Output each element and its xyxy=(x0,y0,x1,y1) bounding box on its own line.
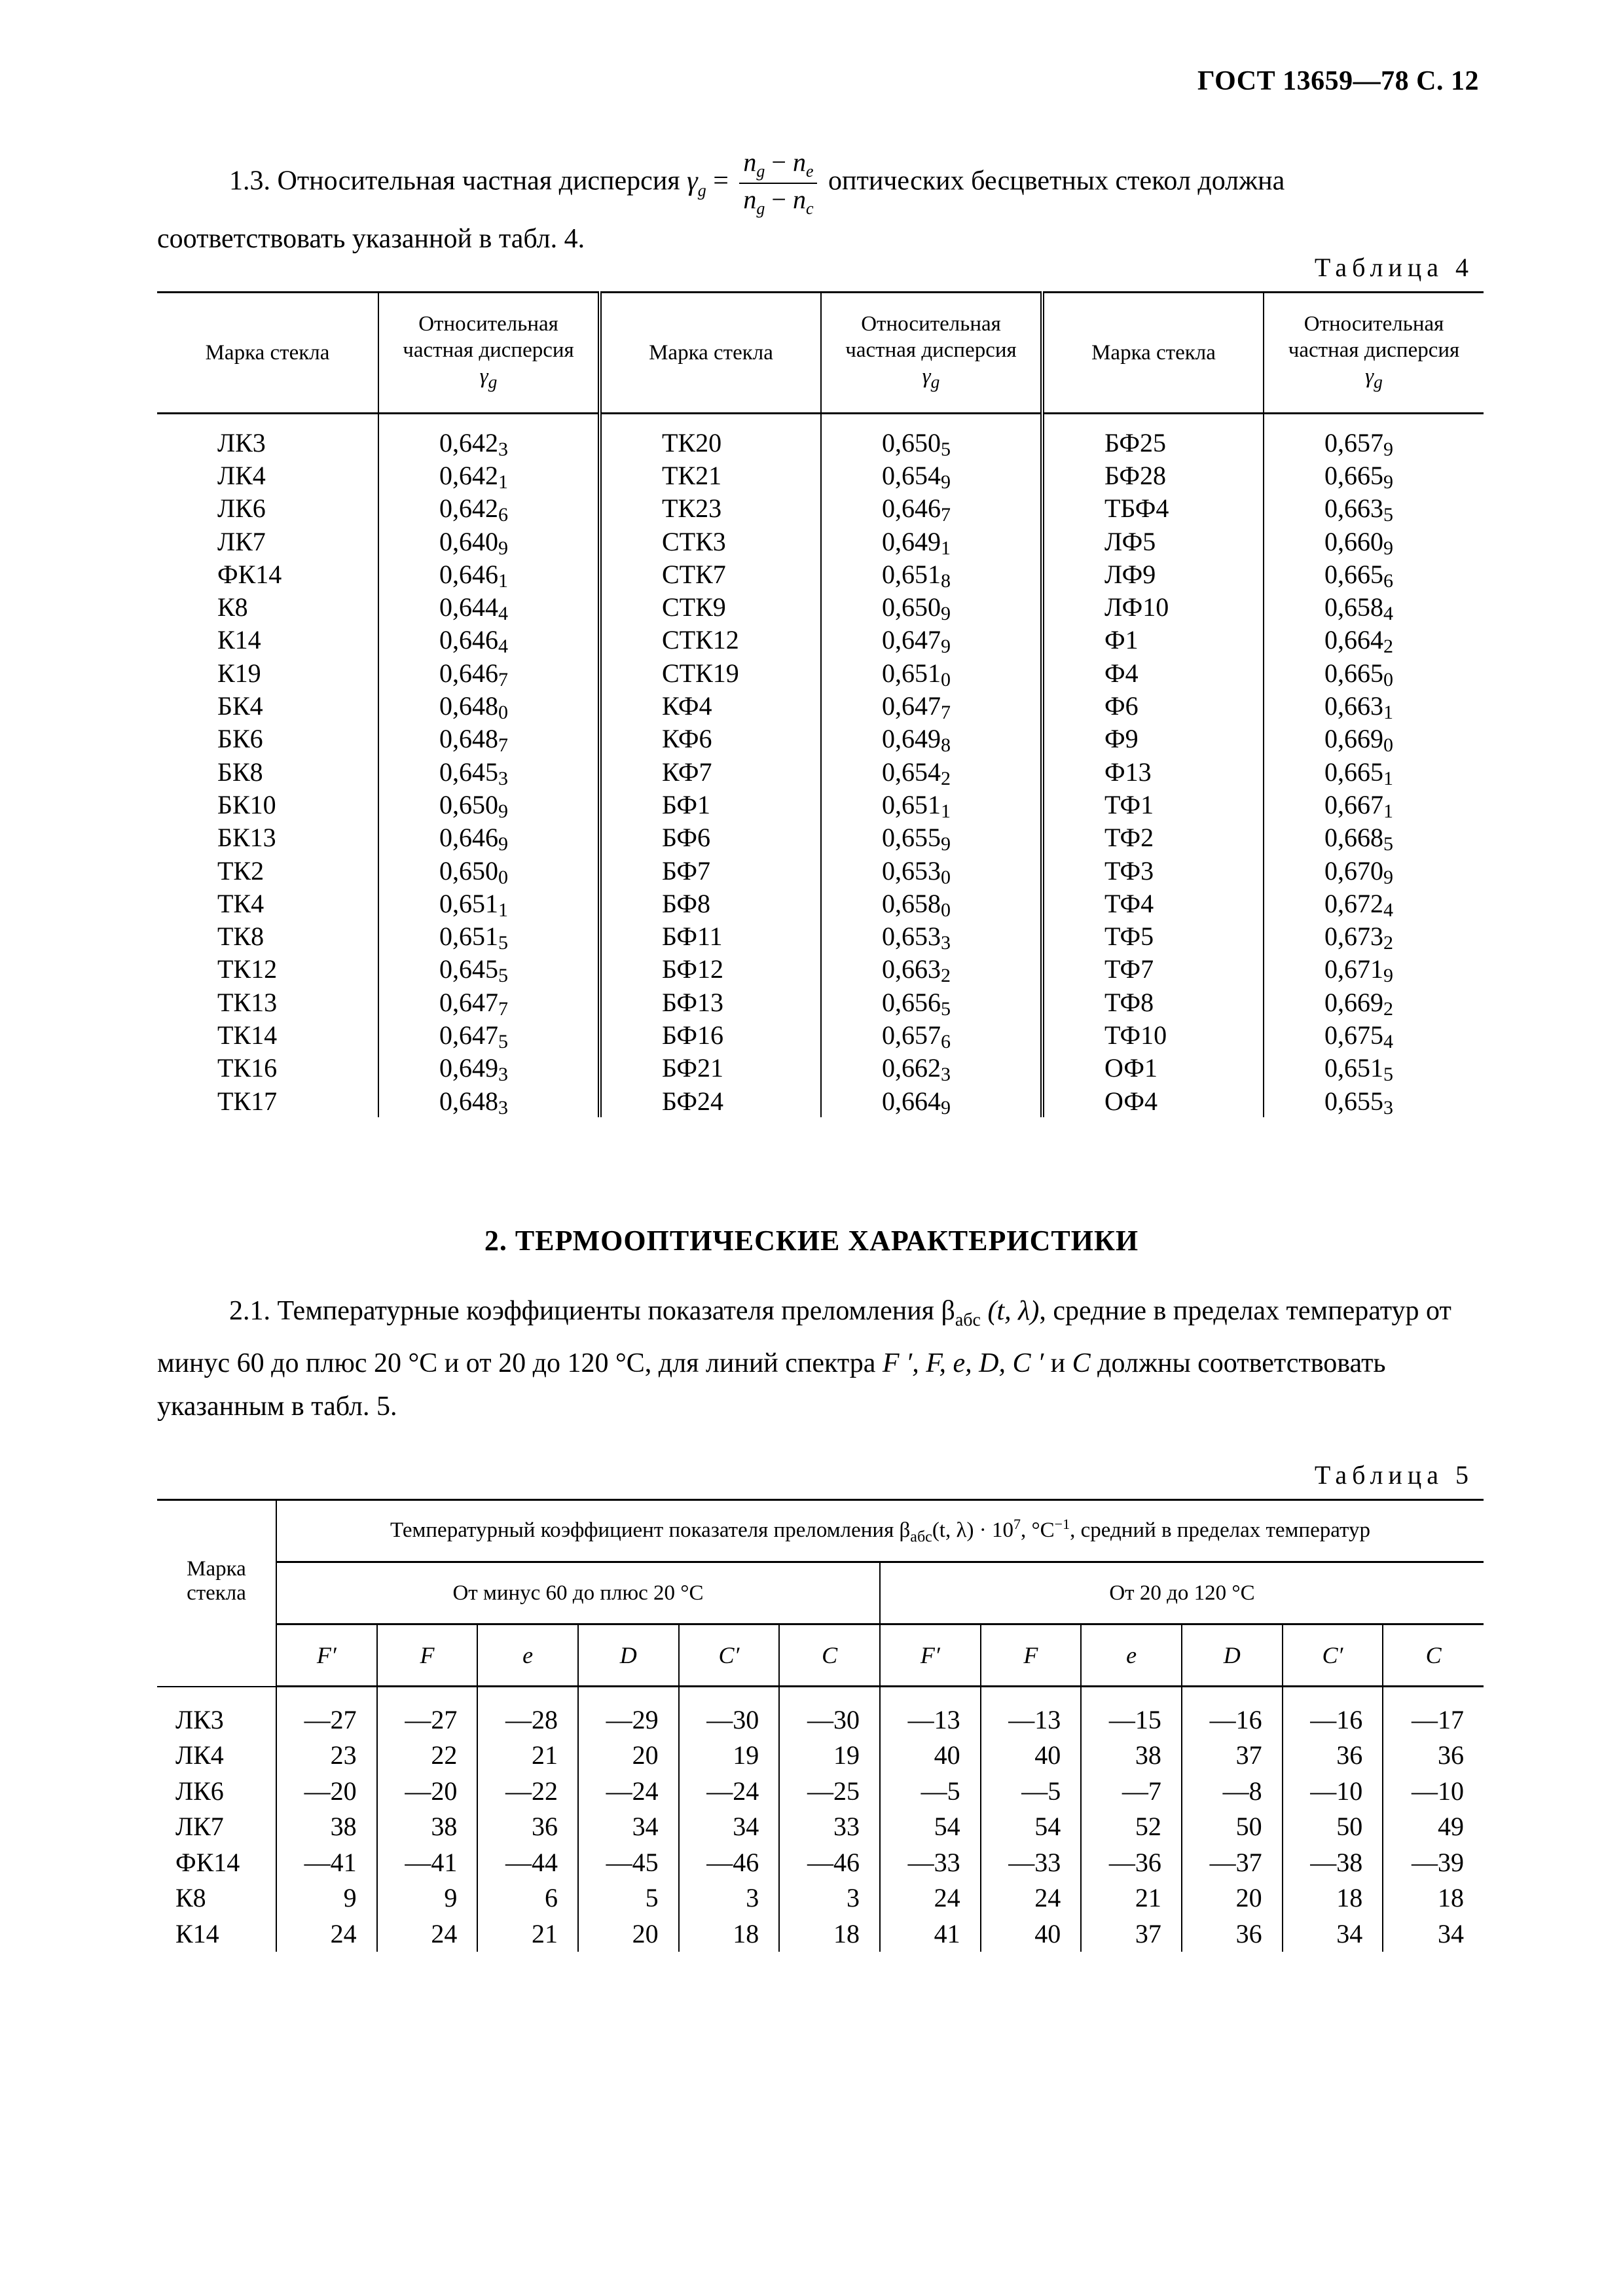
dispersion-value-cell: $0,651_0$ xyxy=(821,656,1042,689)
glass-mark-cell: ТК17 xyxy=(157,1085,378,1117)
glass-mark-cell: БФ25 xyxy=(1042,414,1264,459)
beta-subscript: абс xyxy=(955,1310,981,1331)
dispersion-value-cell: $0,653_3$ xyxy=(821,920,1042,952)
dispersion-value-cell: $0,646_4$ xyxy=(378,624,600,656)
coefficient-cell: 19 xyxy=(679,1738,780,1774)
glass-mark-cell: Ф1 xyxy=(1042,624,1264,656)
table-row xyxy=(157,1880,1484,1916)
paragraph-text: Относительная частная дисперсия xyxy=(277,166,680,196)
coefficient-cell: 37 xyxy=(1182,1738,1283,1774)
coefficient-cell: 36 xyxy=(1182,1916,1283,1952)
coefficient-cell: 38 xyxy=(1081,1738,1182,1774)
table-row xyxy=(157,1809,1484,1845)
table-row xyxy=(157,1052,1484,1085)
dispersion-value-cell: $0,665_6$ xyxy=(1324,559,1393,592)
glass-mark-cell: БК4 xyxy=(157,689,378,722)
coefficient-cell: 9 xyxy=(276,1880,377,1916)
coefficient-cell: 18 xyxy=(1383,1880,1484,1916)
coefficient-cell: —7 xyxy=(1081,1773,1182,1809)
coefficient-cell: 41 xyxy=(880,1916,981,1952)
table-row xyxy=(157,887,1484,920)
glass-mark-cell: К8 xyxy=(175,1883,206,1913)
dispersion-value-cell: $0,658_4$ xyxy=(1324,592,1393,625)
glass-mark-cell: БФ28 xyxy=(1042,459,1264,492)
dispersion-value-cell: $0,667_1$ xyxy=(1324,789,1393,822)
glass-mark-cell: БФ12 xyxy=(600,953,821,986)
col-header-spectral-line: C′ xyxy=(1283,1624,1383,1687)
glass-mark-cell: СТК19 xyxy=(600,656,821,689)
col-header-mark: Марка стекла xyxy=(157,293,378,414)
dispersion-value-cell: $0,672_4$ xyxy=(1324,888,1393,921)
glass-mark-cell: ТФ10 xyxy=(1042,1018,1264,1051)
dispersion-value-cell: $0,654_2$ xyxy=(821,755,1042,788)
coefficient-cell: 24 xyxy=(981,1880,1082,1916)
beta-args: (t, λ) xyxy=(987,1296,1040,1326)
col-header-range-2: От 20 до 120 °С xyxy=(880,1562,1484,1624)
coefficient-cell: 34 xyxy=(1383,1916,1484,1952)
equals-sign: = xyxy=(713,166,729,196)
glass-mark-cell: ТФ3 xyxy=(1042,854,1264,887)
coefficient-cell: —27 xyxy=(276,1687,377,1738)
col-header-mark: Марка стекла xyxy=(157,1500,276,1687)
glass-mark-cell: КФ4 xyxy=(600,689,821,722)
dispersion-value-cell: $0,642_1$ xyxy=(378,459,600,492)
glass-mark-cell: ЛК7 xyxy=(175,1812,224,1842)
conjunction: и xyxy=(1050,1348,1066,1379)
table-row xyxy=(157,414,1484,459)
dispersion-value-cell: $0,648_3$ xyxy=(378,1085,600,1117)
dispersion-value-cell: $0,642_6$ xyxy=(378,492,600,525)
glass-mark-cell: ТФ4 xyxy=(1042,887,1264,920)
table-row xyxy=(157,755,1484,788)
dispersion-value-cell: $0,646_1$ xyxy=(378,558,600,590)
coefficient-cell: 54 xyxy=(880,1809,981,1845)
table-4-caption: Таблица 4 xyxy=(1314,253,1474,282)
glass-mark-cell: БК13 xyxy=(157,821,378,854)
dispersion-value-cell: $0,662_3$ xyxy=(821,1052,1042,1085)
table-row xyxy=(157,1916,1484,1952)
dispersion-value-cell: $0,646_7$ xyxy=(378,656,600,689)
dispersion-fraction xyxy=(739,149,817,217)
paragraph-text: Температурные коэффициенты показателя преломления β xyxy=(277,1296,955,1326)
dispersion-value-cell: $0,646_7$ xyxy=(821,492,1042,525)
dispersion-value-cell: $0,665_9$ xyxy=(1324,460,1393,493)
coefficient-cell: 50 xyxy=(1283,1809,1383,1845)
coefficient-cell: —30 xyxy=(679,1687,780,1738)
coefficient-cell: 40 xyxy=(981,1738,1082,1774)
glass-mark-cell: СТК9 xyxy=(600,590,821,623)
coefficient-cell: —33 xyxy=(981,1844,1082,1880)
glass-mark-cell: ТК21 xyxy=(600,459,821,492)
col-header-coefficient: Температурный коэффициент показателя преломления $\beta_{абс}(t$, $\lambda) \cdot 10^7$, $^\circ С^{-1}$, средний в пределах температур xyxy=(276,1500,1484,1562)
coefficient-cell: 21 xyxy=(477,1738,578,1774)
coefficient-cell: 34 xyxy=(578,1809,679,1845)
coefficient-cell: 6 xyxy=(477,1880,578,1916)
table-row xyxy=(157,788,1484,821)
col-header-spectral-line: e xyxy=(477,1624,578,1687)
table-4-header-row xyxy=(157,293,1484,414)
dispersion-value-cell: $0,650_0$ xyxy=(378,854,600,887)
dispersion-value-cell: $0,646_9$ xyxy=(378,821,600,854)
dispersion-value-cell: $0,647_7$ xyxy=(378,986,600,1018)
dispersion-value-cell: $0,650_5$ xyxy=(821,414,1042,459)
table-row xyxy=(157,723,1484,755)
glass-mark-cell: ТФ7 xyxy=(1042,953,1264,986)
coefficient-cell: 20 xyxy=(578,1916,679,1952)
table-row xyxy=(157,986,1484,1018)
coefficient-cell: 54 xyxy=(981,1809,1082,1845)
coefficient-cell: —38 xyxy=(1283,1844,1383,1880)
dispersion-value-cell: $0,651_5$ xyxy=(378,920,600,952)
coefficient-cell: 19 xyxy=(779,1738,880,1774)
col-header-spectral-line: C xyxy=(1383,1624,1484,1687)
table-row xyxy=(157,1844,1484,1880)
col-header-dispersion: Относительная частная дисперсия $\gamma_g$ xyxy=(378,293,600,414)
glass-mark-cell: БК10 xyxy=(157,788,378,821)
dispersion-value-cell: $0,671_9$ xyxy=(1324,954,1393,987)
glass-mark-cell: ТФ1 xyxy=(1042,788,1264,821)
table-row xyxy=(157,656,1484,689)
dispersion-value-cell: $0,650_9$ xyxy=(821,590,1042,623)
coefficient-cell: 24 xyxy=(880,1880,981,1916)
glass-mark-cell: ЛК4 xyxy=(157,459,378,492)
coefficient-cell: —5 xyxy=(981,1773,1082,1809)
glass-mark-cell: БФ6 xyxy=(600,821,821,854)
glass-mark-cell: БФ7 xyxy=(600,854,821,887)
coefficient-cell: 18 xyxy=(679,1916,780,1952)
coefficient-cell: —17 xyxy=(1383,1687,1484,1738)
table-row xyxy=(157,590,1484,623)
dispersion-value-cell: $0,656_5$ xyxy=(821,986,1042,1018)
coefficient-cell: —29 xyxy=(578,1687,679,1738)
spectral-lines: F ′, F, e, D, C ′ xyxy=(882,1348,1044,1379)
dispersion-value-cell: $0,670_9$ xyxy=(1324,855,1393,888)
col-header-range-1: От минус 60 до плюс 20 °С xyxy=(276,1562,880,1624)
table-row xyxy=(157,920,1484,952)
dispersion-value-cell: $0,668_5$ xyxy=(1324,823,1393,855)
coefficient-cell: 24 xyxy=(377,1916,478,1952)
glass-mark-cell: БК6 xyxy=(157,723,378,755)
dispersion-value-cell: $0,648_7$ xyxy=(378,723,600,755)
section-2-title: 2. ТЕРМООПТИЧЕСКИЕ ХАРАКТЕРИСТИКИ xyxy=(484,1225,1139,1257)
col-header-dispersion: Относительная частная дисперсия $\gamma_g$ xyxy=(1264,293,1484,414)
glass-mark-cell: ТК8 xyxy=(157,920,378,952)
coefficient-cell: —28 xyxy=(477,1687,578,1738)
col-header-spectral-line: C′ xyxy=(679,1624,780,1687)
dispersion-value-cell: $0,669_0$ xyxy=(1324,724,1393,757)
coefficient-cell: —20 xyxy=(276,1773,377,1809)
coefficient-cell: 52 xyxy=(1081,1809,1182,1845)
glass-mark-cell: БФ1 xyxy=(600,788,821,821)
dispersion-value-cell: $0,649_3$ xyxy=(378,1052,600,1085)
coefficient-cell: —33 xyxy=(880,1844,981,1880)
dispersion-value-cell: $0,675_4$ xyxy=(1324,1020,1393,1052)
dispersion-value-cell: $0,663_5$ xyxy=(1324,493,1393,526)
coefficient-cell: 36 xyxy=(1383,1738,1484,1774)
coefficient-cell: —46 xyxy=(679,1844,780,1880)
page-header: ГОСТ 13659—78 С. 12 xyxy=(1197,66,1479,96)
glass-mark-cell: К19 xyxy=(157,656,378,689)
coefficient-cell: 36 xyxy=(477,1809,578,1845)
coefficient-cell: —37 xyxy=(1182,1844,1283,1880)
coefficient-cell: —41 xyxy=(377,1844,478,1880)
table-row xyxy=(157,459,1484,492)
glass-mark-cell: ЛК3 xyxy=(175,1704,224,1734)
coefficient-cell: —27 xyxy=(377,1687,478,1738)
table-5-header-row-1 xyxy=(157,1500,1484,1562)
coefficient-cell: 36 xyxy=(1283,1738,1383,1774)
table-5-header-row-2 xyxy=(157,1562,1484,1624)
paragraph-text-end: оптических бесцветных стекол должна соответствовать указанной в табл. 4. xyxy=(157,166,1285,254)
col-header-spectral-line: D xyxy=(1182,1624,1283,1687)
paragraph-text-2: , средние в пределах температур от минус 60 до плюс 20 °С и от 20 до 120 °С, для линий спектра xyxy=(157,1296,1451,1379)
glass-mark-cell: ЛФ9 xyxy=(1042,558,1264,590)
coefficient-cell: 5 xyxy=(578,1880,679,1916)
table-row xyxy=(157,953,1484,986)
coefficient-cell: —10 xyxy=(1283,1773,1383,1809)
coefficient-cell: 23 xyxy=(276,1738,377,1774)
col-header-spectral-line: C xyxy=(779,1624,880,1687)
table-row xyxy=(157,689,1484,722)
glass-mark-cell: ЛК6 xyxy=(175,1776,224,1806)
coefficient-cell: 21 xyxy=(477,1916,578,1952)
glass-mark-cell: ТК16 xyxy=(157,1052,378,1085)
coefficient-cell: —13 xyxy=(981,1687,1082,1738)
glass-mark-cell: ЛК4 xyxy=(175,1740,224,1770)
glass-mark-cell: ТК13 xyxy=(157,986,378,1018)
glass-mark-cell: ЛФ5 xyxy=(1042,525,1264,558)
coefficient-cell: —46 xyxy=(779,1844,880,1880)
dispersion-value-cell: $0,657_6$ xyxy=(821,1018,1042,1051)
spectral-line-c: C xyxy=(1072,1348,1091,1379)
table-row xyxy=(157,558,1484,590)
coefficient-cell: 34 xyxy=(679,1809,780,1845)
glass-mark-cell: К14 xyxy=(157,624,378,656)
dispersion-value-cell: $0,647_9$ xyxy=(821,624,1042,656)
coefficient-cell: —8 xyxy=(1182,1773,1283,1809)
coefficient-cell: 50 xyxy=(1182,1809,1283,1845)
dispersion-value-cell: $0,640_9$ xyxy=(378,525,600,558)
table-row xyxy=(157,1085,1484,1117)
coefficient-cell: 24 xyxy=(276,1916,377,1952)
dispersion-value-cell: $0,654_9$ xyxy=(821,459,1042,492)
coefficient-cell: 21 xyxy=(1081,1880,1182,1916)
dispersion-value-cell: $0,663_2$ xyxy=(821,953,1042,986)
coefficient-cell: 37 xyxy=(1081,1916,1182,1952)
coefficient-cell: —16 xyxy=(1182,1687,1283,1738)
dispersion-value-cell: $0,651_5$ xyxy=(1324,1053,1393,1086)
glass-mark-cell: БФ16 xyxy=(600,1018,821,1051)
dispersion-value-cell: $0,660_9$ xyxy=(1324,526,1393,559)
paragraph-number: 2.1. xyxy=(229,1296,270,1326)
coefficient-cell: 34 xyxy=(1283,1916,1383,1952)
glass-mark-cell: К8 xyxy=(157,590,378,623)
glass-mark-cell: ТК20 xyxy=(600,414,821,459)
table-row xyxy=(157,1687,1484,1738)
coefficient-cell: —13 xyxy=(880,1687,981,1738)
glass-mark-cell: Ф9 xyxy=(1042,723,1264,755)
dispersion-value-cell: $0,647_5$ xyxy=(378,1018,600,1051)
table-5-caption: Таблица 5 xyxy=(1314,1460,1474,1490)
glass-mark-cell: ТФ5 xyxy=(1042,920,1264,952)
coefficient-cell: —16 xyxy=(1283,1687,1383,1738)
glass-mark-cell: ФК14 xyxy=(157,558,378,590)
coefficient-cell: 18 xyxy=(779,1916,880,1952)
table-row xyxy=(157,854,1484,887)
dispersion-value-cell: $0,648_0$ xyxy=(378,689,600,722)
glass-mark-cell: ТБФ4 xyxy=(1042,492,1264,525)
glass-mark-cell: ОФ4 xyxy=(1042,1085,1264,1117)
dispersion-value-cell: $0,644_4$ xyxy=(378,590,600,623)
glass-mark-cell: БК8 xyxy=(157,755,378,788)
dispersion-value-cell: $0,657_9$ xyxy=(1324,427,1393,460)
table-row xyxy=(157,525,1484,558)
glass-mark-cell: ЛК6 xyxy=(157,492,378,525)
dispersion-value-cell: $0,647_7$ xyxy=(821,689,1042,722)
coefficient-cell: —24 xyxy=(679,1773,780,1809)
col-header-spectral-line: F′ xyxy=(276,1624,377,1687)
dispersion-value-cell: $0,664_9$ xyxy=(821,1085,1042,1117)
glass-mark-cell: ЛК7 xyxy=(157,525,378,558)
glass-mark-cell: ЛФ10 xyxy=(1042,590,1264,623)
glass-mark-cell: БФ13 xyxy=(600,986,821,1018)
dispersion-value-cell: $0,653_0$ xyxy=(821,854,1042,887)
coefficient-cell: —15 xyxy=(1081,1687,1182,1738)
coefficient-cell: —22 xyxy=(477,1773,578,1809)
coefficient-cell: 3 xyxy=(779,1880,880,1916)
coefficient-cell: 38 xyxy=(276,1809,377,1845)
coefficient-cell: 9 xyxy=(377,1880,478,1916)
dispersion-value-cell: $0,673_2$ xyxy=(1324,922,1393,954)
col-header-spectral-line: F′ xyxy=(880,1624,981,1687)
glass-mark-cell: Ф4 xyxy=(1042,656,1264,689)
glass-mark-cell: ТК4 xyxy=(157,887,378,920)
coefficient-cell: 49 xyxy=(1383,1809,1484,1845)
fraction-numerator: $n_g - n_e$ xyxy=(739,149,817,184)
col-header-spectral-line: F xyxy=(981,1624,1082,1687)
dispersion-value-cell: $0,650_9$ xyxy=(378,788,600,821)
glass-mark-cell: ТФ8 xyxy=(1042,986,1264,1018)
coefficient-cell: 20 xyxy=(1182,1880,1283,1916)
glass-mark-cell: ТК14 xyxy=(157,1018,378,1051)
dispersion-value-cell: $0,655_3$ xyxy=(1324,1086,1393,1119)
dispersion-value-cell: $0,669_2$ xyxy=(1324,987,1393,1020)
glass-mark-cell: СТК12 xyxy=(600,624,821,656)
coefficient-cell: —36 xyxy=(1081,1844,1182,1880)
coefficient-cell: 38 xyxy=(377,1809,478,1845)
glass-mark-cell: ТФ2 xyxy=(1042,821,1264,854)
table-4 xyxy=(157,291,1484,1117)
coefficient-cell: 33 xyxy=(779,1809,880,1845)
table-row xyxy=(157,1738,1484,1774)
glass-mark-cell: БФ11 xyxy=(600,920,821,952)
coefficient-cell: 18 xyxy=(1283,1880,1383,1916)
dispersion-value-cell: $0,651_1$ xyxy=(378,887,600,920)
col-header-mark: Марка стекла xyxy=(1042,293,1264,414)
paragraph-text-3: должны соответствовать указанным в табл. 5. xyxy=(157,1348,1386,1422)
paragraph-2-1 xyxy=(157,1289,1473,1428)
glass-mark-cell: ФК14 xyxy=(175,1847,240,1877)
glass-mark-cell: СТК3 xyxy=(600,525,821,558)
glass-mark-cell: ОФ1 xyxy=(1042,1052,1264,1085)
glass-mark-cell: Ф13 xyxy=(1042,755,1264,788)
coefficient-cell: —10 xyxy=(1383,1773,1484,1809)
dispersion-value-cell: $0,651_1$ xyxy=(821,788,1042,821)
coefficient-cell: —39 xyxy=(1383,1844,1484,1880)
paragraph-1-3 xyxy=(157,149,1473,260)
dispersion-value-cell: $0,645_3$ xyxy=(378,755,600,788)
col-header-spectral-line: D xyxy=(578,1624,679,1687)
dispersion-value-cell: $0,665_0$ xyxy=(1324,658,1393,691)
coefficient-cell: —24 xyxy=(578,1773,679,1809)
glass-mark-cell: ЛК3 xyxy=(157,414,378,459)
table-row xyxy=(157,624,1484,656)
dispersion-value-cell: $0,649_8$ xyxy=(821,723,1042,755)
paragraph-number: 1.3. xyxy=(229,166,270,196)
col-header-spectral-line: F xyxy=(377,1624,478,1687)
glass-mark-cell: ТК23 xyxy=(600,492,821,525)
coefficient-cell: 3 xyxy=(679,1880,780,1916)
dispersion-value-cell: $0,665_1$ xyxy=(1324,757,1393,789)
glass-mark-cell: БФ24 xyxy=(600,1085,821,1117)
coefficient-cell: 22 xyxy=(377,1738,478,1774)
col-header-dispersion: Относительная частная дисперсия $\gamma_g$ xyxy=(821,293,1042,414)
coefficient-cell: 20 xyxy=(578,1738,679,1774)
glass-mark-cell: КФ6 xyxy=(600,723,821,755)
dispersion-value-cell: $0,655_9$ xyxy=(821,821,1042,854)
dispersion-value-cell: $0,663_1$ xyxy=(1324,691,1393,724)
glass-mark-cell: ТК2 xyxy=(157,854,378,887)
coefficient-cell: —45 xyxy=(578,1844,679,1880)
glass-mark-cell: СТК7 xyxy=(600,558,821,590)
fraction-denominator: $n_g - n_c$ xyxy=(743,185,814,218)
coefficient-cell: 40 xyxy=(981,1916,1082,1952)
table-row xyxy=(157,1018,1484,1051)
glass-mark-cell: КФ7 xyxy=(600,755,821,788)
table-row xyxy=(157,821,1484,854)
dispersion-value-cell: $0,649_1$ xyxy=(821,525,1042,558)
coefficient-cell: 40 xyxy=(880,1738,981,1774)
coefficient-cell: —25 xyxy=(779,1773,880,1809)
glass-mark-cell: БФ8 xyxy=(600,887,821,920)
table-5 xyxy=(157,1499,1484,1952)
glass-mark-cell: К14 xyxy=(175,1918,219,1948)
dispersion-value-cell: $0,651_8$ xyxy=(821,558,1042,590)
coefficient-cell: —30 xyxy=(779,1687,880,1738)
col-header-spectral-line: e xyxy=(1081,1624,1182,1687)
dispersion-value-cell: $0,645_5$ xyxy=(378,953,600,986)
coefficient-cell: —41 xyxy=(276,1844,377,1880)
gamma-symbol: $\gamma_g$ xyxy=(687,166,706,200)
glass-mark-cell: ТК12 xyxy=(157,953,378,986)
table-row xyxy=(157,1773,1484,1809)
table-5-header-row-3 xyxy=(157,1624,1484,1687)
dispersion-value-cell: $0,664_2$ xyxy=(1324,625,1393,658)
table-row xyxy=(157,492,1484,525)
coefficient-cell: —44 xyxy=(477,1844,578,1880)
glass-mark-cell: БФ21 xyxy=(600,1052,821,1085)
glass-mark-cell: Ф6 xyxy=(1042,689,1264,722)
dispersion-value-cell: $0,642_3$ xyxy=(378,414,600,459)
coefficient-cell: —20 xyxy=(377,1773,478,1809)
dispersion-value-cell: $0,658_0$ xyxy=(821,887,1042,920)
coefficient-cell: —5 xyxy=(880,1773,981,1809)
col-header-mark: Марка стекла xyxy=(600,293,821,414)
